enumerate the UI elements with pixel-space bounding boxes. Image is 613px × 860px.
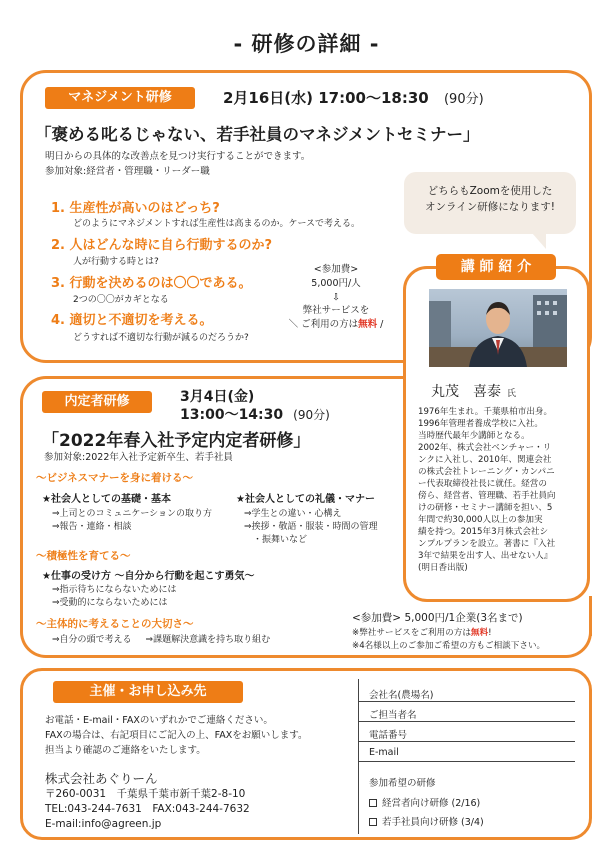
naitei-fee: <参加費> 5,000円/1企業(3名まで) <box>352 612 523 624</box>
checkbox-icon[interactable] <box>369 799 377 807</box>
company-name: 株式会社あぐりーん <box>45 771 158 786</box>
form-field-phone[interactable] <box>359 741 575 742</box>
form-label-company: 会社名(農場名) <box>369 690 434 701</box>
form-label-phone: 電話番号 <box>369 730 408 741</box>
naitei-sec1: 〜ビジネスマナーを身に着ける〜 <box>36 472 193 484</box>
point-1-heading: 1. 生産性が高いのはどっち? <box>51 201 220 216</box>
management-desc: 明日からの具体的な改善点を見つけ実行することができます。 <box>45 151 311 162</box>
lecturer-section <box>403 259 590 602</box>
company-address: 〒260-0031 千葉県千葉市新千葉2-8-10 TEL:043-244-7631 FAX:043-244-7632 E-mail:info@agreen.jp <box>45 788 250 831</box>
fee-note-1: 弊社サービスを <box>302 305 370 317</box>
point-4-sub: どうすれば不適切な行動が減るのだろうか? <box>73 333 249 343</box>
naitei-section-right <box>589 596 592 636</box>
naitei-time: 13:00〜14:30 (90分) <box>180 407 330 423</box>
point-2-sub: 人が行動する時とは? <box>73 257 159 267</box>
naitei-sec3: 〜主体的に考えることの大切さ〜 <box>36 618 194 630</box>
naitei-note-2: ※4名様以上のご参加ご希望の方もご相談下さい。 <box>352 641 546 651</box>
form-field-person[interactable] <box>359 721 575 722</box>
naitei-date: 3月4日(金) <box>180 389 255 405</box>
point-4-heading: 4. 適切と不適切を考える。 <box>51 313 213 328</box>
contact-instructions: お電話・E-mail・FAXのいずれかでご連絡ください。 FAXの場合は、右記項目にご記入の上、FAXをお願いします。 担当より確認のご連絡をいたします。 <box>45 715 308 757</box>
naitei-target: 参加対象:2022年入社予定新卒生、若手社員 <box>44 452 233 463</box>
naitei-note-1: ※弊社サービスをご利用の方は無料! <box>352 628 492 638</box>
naitei-sec3-items: ⇒自分の頭で考える ⇒課題解決意識を持ち取り組む <box>52 635 271 645</box>
naitei-tag: 内定者研修 <box>42 391 152 413</box>
page-title: - 研修の詳細 - <box>233 32 380 56</box>
down-arrow-icon: ⇩ <box>332 291 340 303</box>
checkbox-icon[interactable] <box>369 818 377 826</box>
form-label-person: ご担当者名 <box>369 710 417 721</box>
naitei-col1-items: ⇒上司とのコミュニケーションの取り方 ⇒報告・連絡・相談 <box>52 509 213 533</box>
contact-section <box>20 668 592 840</box>
naitei-title: 「2022年春入社予定内定者研修」 <box>42 431 311 451</box>
application-form <box>358 679 575 834</box>
lecturer-name: 丸茂 喜泰 氏 <box>431 384 517 400</box>
naitei-col2-heading: ★社会人としての礼儀・マナー <box>236 494 375 505</box>
form-field-company[interactable] <box>359 701 575 702</box>
naitei-col1-heading: ★社会人としての基礎・基本 <box>42 494 171 505</box>
lecturer-tag: 講 師 紹 介 <box>436 254 556 280</box>
form-field-email[interactable] <box>359 761 575 762</box>
naitei-sec2-items: ⇒指示待ちにならないためには ⇒受動的にならないためには <box>52 585 177 609</box>
lecturer-photo <box>429 289 567 367</box>
form-choice-label: 参加希望の研修 <box>369 778 436 789</box>
management-tag: マネジメント研修 <box>45 87 195 109</box>
zoom-bubble: どちらもZoomを使用した オンライン研修になります! <box>404 172 576 234</box>
fee-value: 5,000円/人 <box>311 277 361 289</box>
form-choice-1[interactable]: 経営者向け研修 (2/16) <box>369 795 480 809</box>
naitei-sec2: 〜積極性を育てる〜 <box>36 550 131 562</box>
form-choice-2[interactable]: 若手社員向け研修 (3/4) <box>369 814 484 828</box>
fee-label: <参加費> <box>313 264 359 275</box>
lecturer-bio: 1976年生まれ。千葉県柏市出身。 1996年管理者養成学校に入社。 当時歴代最年少講師となる。 2002年、株式会社ベンチャー・リ ンクに入社し、2010年、関連会社 の株式会社トレーニング・カンパニ ー代表取締役社長に就任。経営の 傍ら、経営者、管理職、若手社員向 けの研修・セミナー講師を担い、5 年間で約30,000人以上の参加実 績を持つ。2015年3月株式会社シ ンプルプランを設立。著書に『入社 3年で結果を出す人、出せない人』 (明日香出版) <box>418 407 556 574</box>
naitei-col2-items: ⇒学生との違い・心構え ⇒挨拶・敬語・服装・時間の管理 ・振舞いなど <box>244 509 378 546</box>
point-3-heading: 3. 行動を決めるのは〇〇である。 <box>51 276 252 291</box>
management-title: 「褒める叱るじゃない、若手社員のマネジメントセミナー」 <box>35 125 480 144</box>
point-2-heading: 2. 人はどんな時に自ら行動するのか? <box>51 238 273 253</box>
management-fee-block <box>271 263 401 332</box>
management-datetime: 2月16日(水) 17:00〜18:30 (90分) <box>223 89 484 107</box>
contact-tag: 主催・お申し込み先 <box>53 681 243 703</box>
bubble-tail <box>532 233 546 249</box>
point-3-sub: 2つの〇〇がカギとなる <box>73 295 169 305</box>
form-label-email: E-mail <box>369 747 399 758</box>
naitei-sec2-heading: ★仕事の受け方 〜自分から行動を起こす勇気〜 <box>42 571 255 582</box>
point-1-sub: どのようにマネジメントすれば生産性は高まるのか。ケースで考える。 <box>73 219 361 229</box>
fee-note-2: ＼ ご利用の方は無料 / <box>288 319 384 331</box>
management-target: 参加対象:経営者・管理職・リーダー職 <box>45 166 210 177</box>
